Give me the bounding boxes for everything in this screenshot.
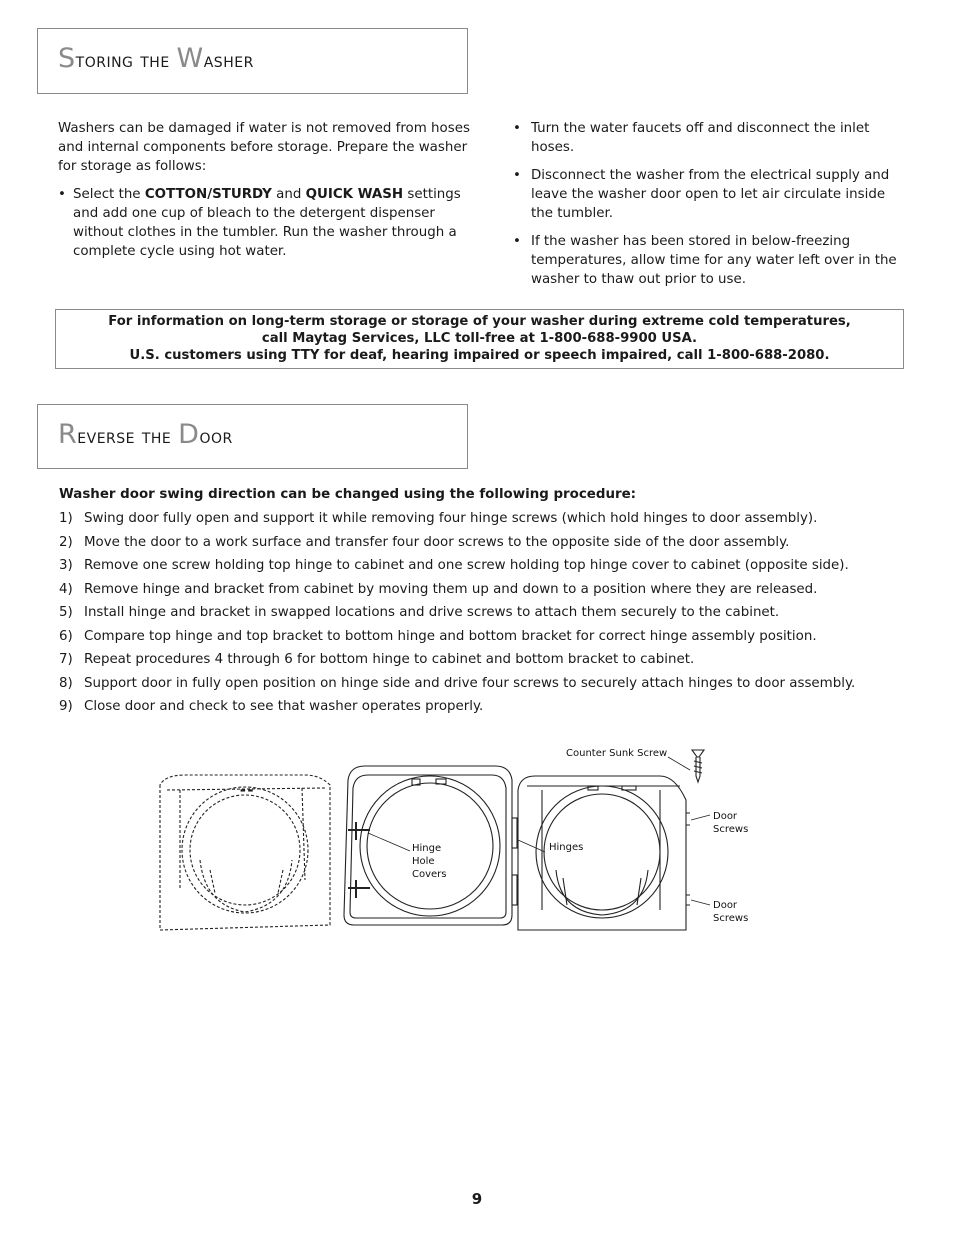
door-screw-markers (686, 813, 690, 905)
hinges-leader (518, 840, 545, 852)
storing-left-bullets (58, 185, 470, 270)
label-door-screws-bottom-1: Door (713, 900, 738, 911)
storing-section-title: Storing the Washer (58, 43, 254, 74)
door-reversal-diagram (150, 740, 770, 940)
storing-bullet-disconnect: • Disconnect the washer from the electrical supply and leave the washer door open to let air circulate inside the tumbler. (513, 166, 909, 223)
storing-right-bullets (513, 119, 909, 298)
step-item: 4) Remove hinge and bracket from cabinet by moving them up and down to a position where they are released. (59, 581, 818, 597)
step-item: 6) Compare top hinge and top bracket to bottom hinge and bottom bracket for correct hinge assembly position. (59, 628, 817, 644)
storing-intro: Washers can be damaged if water is not removed from hoses and internal components before storage. Prepare the washer for storage as follows: (58, 121, 470, 174)
step-item: 5) Install hinge and bracket in swapped locations and drive screws to attach them securely to the cabinet. (59, 605, 780, 620)
step-item: 2) Move the door to a work surface and transfer four door screws to the opposite side of the door assembly. (59, 534, 790, 550)
counter-sunk-screw-leader (668, 757, 690, 770)
storing-bullet-freezing: • If the washer has been stored in below-freezing temperatures, allow time for any water left over in the washer to thaw out prior to use. (513, 232, 909, 289)
step-item: 9) Close door and check to see that washer operates properly. (59, 699, 484, 714)
label-hinge-hole-covers-3: Covers (412, 869, 447, 880)
label-door-screws-top-1: Door (713, 811, 738, 822)
storing-bullet-select: • Select the COTTON/STURDY and QUICK WASH settings and add one cup of bleach to the detergent dispenser without clothes in the tumbler. Run the washer through a complete cycle using hot water. (58, 185, 470, 261)
info-line-3: U.S. customers using TTY for deaf, hearing impaired or speech impaired, call 1-800-688-2080. (129, 348, 830, 363)
step-item: 3) Remove one screw holding top hinge to cabinet and one screw holding top hinge cover to cabinet (opposite side). (59, 558, 849, 573)
dashed-washer-outline (160, 775, 330, 930)
label-door-screws-top-2: Screws (713, 824, 749, 835)
door-screws-bottom-leader (691, 900, 710, 905)
hinges (512, 818, 517, 905)
reverse-section-header (37, 404, 468, 469)
step-item: 8) Support door in fully open position on hinge side and drive four screws to securely attach hinges to door assembly. (59, 675, 856, 691)
label-counter-sunk-screw: Counter Sunk Screw (566, 748, 668, 759)
service-info-box (55, 309, 904, 369)
reverse-steps (59, 509, 919, 721)
label-hinge-hole-covers-2: Hole (412, 856, 435, 867)
label-door-screws-bottom-2: Screws (713, 913, 749, 924)
storing-bullet-faucets: • Turn the water faucets off and disconnect the inlet hoses. (513, 119, 909, 157)
reverse-lead: Washer door swing direction can be changed using the following procedure: (59, 487, 637, 502)
label-hinge-hole-covers-1: Hinge (412, 843, 442, 854)
reverse-section-title: Reverse the Door (58, 419, 233, 450)
step-item: 1) Swing door fully open and support it while removing four hinge screws (which hold hinges to door assembly). (59, 511, 818, 526)
info-line-2: call Maytag Services, LLC toll-free at 1-800-688-9900 USA. (261, 331, 698, 346)
step-item: 7) Repeat procedures 4 through 6 for bottom hinge to cabinet and bottom bracket to cabinet. (59, 652, 695, 667)
info-line-1: For information on long-term storage or storage of your washer during extreme cold temperatures, (108, 314, 851, 329)
door-screws-top-leader (691, 815, 710, 820)
storing-section-header (37, 28, 468, 94)
page-number: 9 (471, 1190, 483, 1208)
washer-cabinet-right (518, 776, 686, 930)
hinge-hole-covers-leader (368, 833, 410, 851)
label-hinges: Hinges (549, 842, 584, 853)
counter-sunk-screw-icon (692, 750, 704, 782)
svg-text:▬ ▬: ▬ ▬ (240, 787, 254, 794)
